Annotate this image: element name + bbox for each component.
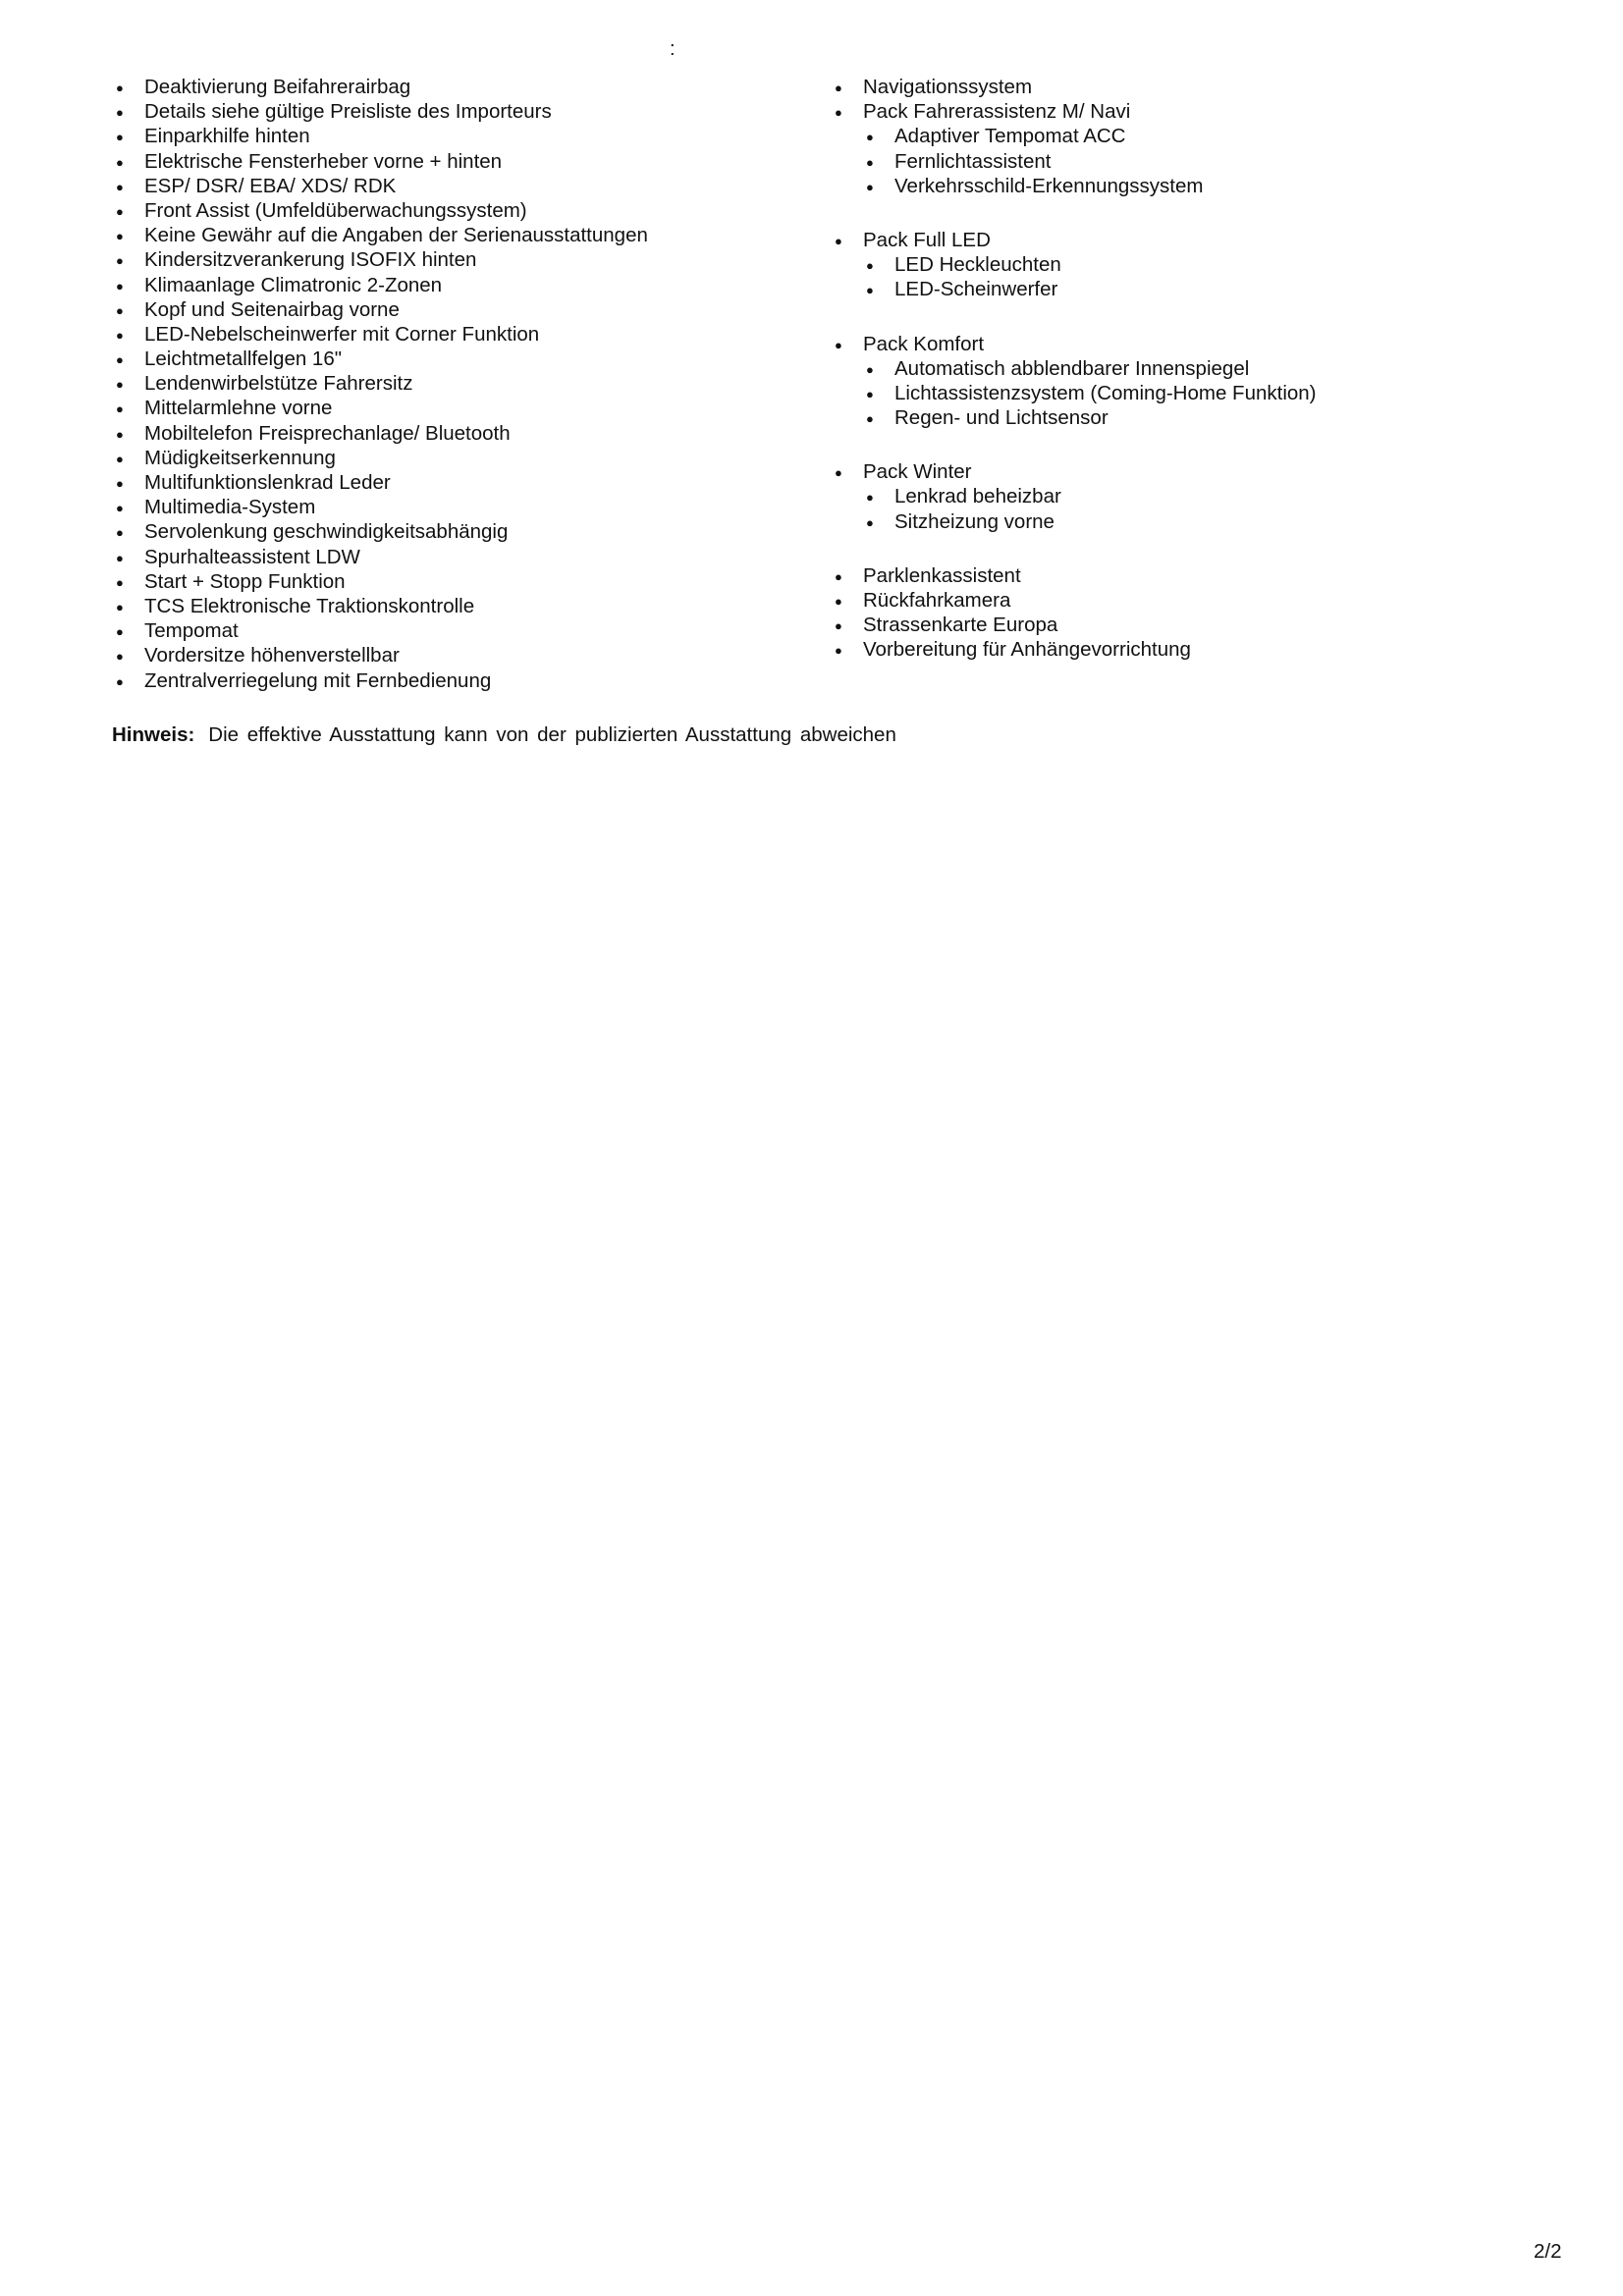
list-item-text: Leichtmetallfelgen 16" [144,347,343,371]
list-item-text: Details siehe gültige Preisliste des Importeurs [144,100,552,124]
bullet-icon: ● [116,401,124,417]
bullet-icon: ● [116,302,124,318]
sub-list-item [831,174,1518,198]
page-number: 2/2 [1534,2240,1562,2263]
list-item-text: Sitzheizung vorne [894,509,1055,533]
bullet-icon: ● [866,154,874,170]
bullet-icon: ● [116,130,124,145]
list-item-text: Keine Gewähr auf die Angaben der Serienausstattungen [144,224,648,247]
bullet-icon: ● [116,377,124,393]
bullet-icon: ● [116,229,124,244]
list-item-text: Servolenkung geschwindigkeitsabhängig [144,520,509,544]
bullet-icon: ● [835,105,842,121]
sub-list-item [831,149,1518,174]
list-item [831,332,1518,356]
list-item-text: Spurhalteassistent LDW [144,545,360,568]
list-item-text: Verkehrsschild-Erkennungssystem [894,174,1204,197]
list-item [112,396,799,420]
list-item-text: Automatisch abblendbarer Innenspiegel [894,356,1250,380]
list-item-text: Regen- und Lichtsensor [894,406,1109,430]
bullet-icon: ● [866,361,874,377]
optional-equipment-list [831,75,1518,663]
list-item-text: Deaktivierung Beifahrerairbag [144,76,411,98]
bullet-icon: ● [116,154,124,170]
list-item [112,174,799,198]
list-item [112,322,799,347]
list-item-text: Start + Stopp Funktion [144,569,346,593]
list-item-text: Multimedia-System [144,496,316,519]
sub-list-item [831,252,1518,277]
list-item [112,519,799,544]
list-item-text: Strassenkarte Europa [863,614,1058,637]
list-item [112,124,799,148]
list-item [831,228,1518,252]
list-item [112,421,799,446]
list-item [112,273,799,297]
list-item-text: Müdigkeitserkennung [144,446,336,469]
bullet-icon: ● [116,327,124,343]
bullet-icon: ● [116,550,124,565]
bullet-icon: ● [116,649,124,665]
bullet-icon: ● [116,624,124,640]
list-item [112,198,799,223]
bullet-icon: ● [116,352,124,368]
list-item [112,446,799,470]
header-colon: : [670,38,676,60]
list-item-text: Einparkhilfe hinten [144,125,310,148]
list-item [112,618,799,643]
list-item-text: Fernlichtassistent [894,149,1052,173]
list-item-text: Pack Full LED [863,228,991,251]
list-item-text: Kindersitzverankerung ISOFIX hinten [144,248,477,272]
list-item-text: Vorbereitung für Anhängevorrichtung [863,638,1191,662]
bullet-icon: ● [835,643,842,659]
list-item [112,545,799,569]
list-item-text: Mobiltelefon Freisprechanlage/ Bluetooth [144,421,511,445]
list-item-text: Adaptiver Tempomat ACC [894,125,1126,148]
list-item [112,569,799,594]
list-item-text: Lendenwirbelstütze Fahrersitz [144,372,413,396]
bullet-icon: ● [116,673,124,689]
bullet-icon: ● [866,490,874,506]
bullet-icon: ● [835,594,842,609]
sub-list-item [831,405,1518,430]
list-item-text: Zentralverriegelung mit Fernbedienung [144,668,492,692]
bullet-icon: ● [116,501,124,516]
list-item [831,637,1518,662]
list-item-text: Front Assist (Umfeldüberwachungssystem) [144,198,527,222]
bullet-icon: ● [116,451,124,466]
list-item [831,99,1518,124]
bullet-icon: ● [835,233,842,248]
list-item [831,75,1518,99]
sub-list-item [831,381,1518,405]
bullet-icon: ● [116,203,124,219]
sub-list-item [831,509,1518,534]
sub-list-item [831,484,1518,508]
bullet-icon: ● [116,426,124,442]
sub-list-item [831,277,1518,301]
bullet-icon: ● [116,476,124,491]
bullet-icon: ● [866,179,874,194]
list-item-text: Rückfahrkamera [863,589,1011,612]
list-item-text: Pack Winter [863,460,972,484]
list-item [831,613,1518,637]
bullet-icon: ● [835,80,842,95]
list-item-text: Navigationssystem [863,76,1033,98]
list-item-text: Klimaanlage Climatronic 2-Zonen [144,273,443,296]
bullet-icon: ● [116,105,124,121]
list-item [112,495,799,519]
sub-list-item [831,356,1518,381]
list-item-text: TCS Elektronische Traktionskontrolle [144,594,475,617]
bullet-icon: ● [866,130,874,145]
list-item-text: Lichtassistenzsystem (Coming-Home Funktion) [894,381,1317,404]
bullet-icon: ● [866,258,874,274]
list-item [112,371,799,396]
list-item-text: Pack Fahrerassistenz M/ Navi [863,100,1131,124]
list-item [831,459,1518,484]
bullet-icon: ● [116,179,124,194]
bullet-icon: ● [866,283,874,298]
list-item [112,75,799,99]
note [112,722,896,747]
list-item-text: Lenkrad beheizbar [894,485,1061,508]
bullet-icon: ● [116,525,124,541]
bullet-icon: ● [835,465,842,481]
bullet-icon: ● [116,80,124,95]
list-item-text: LED-Scheinwerfer [894,278,1058,301]
bullet-icon: ● [866,514,874,530]
list-item-text: Kopf und Seitenairbag vorne [144,297,400,321]
bullet-icon: ● [866,411,874,427]
bullet-icon: ● [116,599,124,614]
sub-list-item [831,124,1518,148]
list-item [112,99,799,124]
bullet-icon: ● [835,337,842,352]
list-item [112,149,799,174]
list-item [112,297,799,322]
bullet-icon: ● [835,568,842,584]
list-item [112,347,799,371]
list-item [112,668,799,693]
bullet-icon: ● [116,574,124,590]
list-item [112,594,799,618]
bullet-icon: ● [116,278,124,294]
list-item-text: Multifunktionslenkrad Leder [144,471,391,494]
list-item-text: LED-Nebelscheinwerfer mit Corner Funktion [144,322,540,346]
list-item [112,247,799,272]
list-item-text: Parklenkassistent [863,563,1021,587]
list-item-text: Mittelarmlehne vorne [144,397,333,420]
list-item [112,470,799,495]
list-item [112,643,799,667]
note-text: Die effektive Ausstattung kann von der publizierten Ausstattung abweichen [208,723,896,746]
list-item [831,588,1518,613]
list-item-text: ESP/ DSR/ EBA/ XDS/ RDK [144,174,397,197]
list-item [112,223,799,247]
list-item-text: Elektrische Fensterheber vorne + hinten [144,149,503,173]
list-item-text: Vordersitze höhenverstellbar [144,644,400,667]
note-label: Hinweis: [112,723,195,746]
bullet-icon: ● [866,386,874,401]
list-item-text: LED Heckleuchten [894,253,1061,277]
bullet-icon: ● [116,253,124,269]
list-item-text: Tempomat [144,619,239,643]
list-item [831,563,1518,588]
bullet-icon: ● [835,618,842,634]
standard-equipment-list [112,75,799,693]
list-item-text: Pack Komfort [863,332,985,355]
